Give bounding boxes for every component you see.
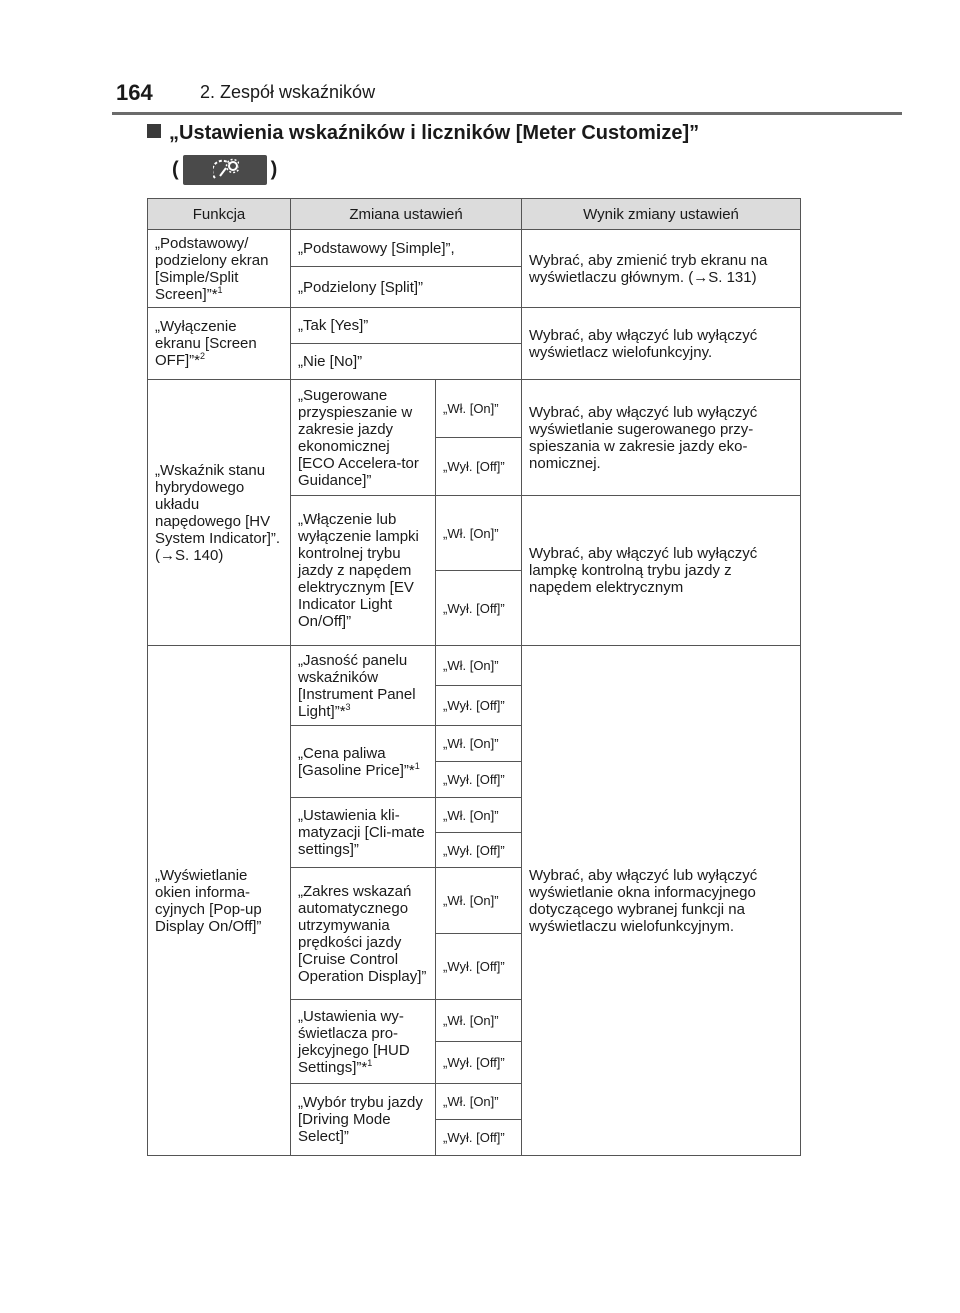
option-on-cell: „Wł. [On]” <box>436 496 522 571</box>
sub-function-cell: „Zakres wskazań automatycznego utrzymywania prędkości jazdy [Cruise Control Operation Display]” <box>291 868 436 1000</box>
sub-function-cell: „Włączenie lub wyłączenie lampki kontrolnej trybu jazdy z napędem elektrycznym [EV Indicator Light On/Off]” <box>291 496 436 646</box>
function-cell: „Wyłączenie ekranu [Screen OFF]”*$^2$ <box>148 308 291 380</box>
option-off-cell: „Wył. [Off]” <box>436 571 522 646</box>
option-off-cell: „Wył. [Off]” <box>436 833 522 868</box>
sub-function-cell: „Cena paliwa [Gasoline Price]”*$^1$ <box>291 726 436 798</box>
option-on-cell: „Wł. [On]” <box>436 1084 522 1120</box>
sub-function-cell: „Ustawienia wy-świetlacza pro-jekcyjnego [HUD Settings]”*$^1$ <box>291 1000 436 1084</box>
table-row <box>148 646 801 686</box>
option-on-cell: „Wł. [On]” <box>436 1000 522 1042</box>
result-cell: Wybrać, aby włączyć lub wyłączyć wyświetlacz wielofunkcyjny. <box>522 308 801 380</box>
table-row <box>148 308 801 344</box>
option-off-cell: „Wył. [Off]” <box>436 1120 522 1156</box>
section-title-text: „Ustawienia wskaźników i liczników [Meter Customize]” <box>169 122 700 144</box>
sub-function-cell: „Sugerowane przyspieszanie w zakresie jazdy ekonomicznej [ECO Accelera-tor Guidance]” <box>291 380 436 496</box>
sub-function-cell: „Wybór trybu jazdy [Driving Mode Select]” <box>291 1084 436 1156</box>
page-number: 164 <box>116 80 153 105</box>
option-on-cell: „Wł. [On]” <box>436 798 522 833</box>
settings-table <box>147 198 801 1156</box>
option-cell: „Podzielony [Split]” <box>291 267 522 308</box>
sub-function-cell: „Jasność panelu wskaźników [Instrument Panel Light]”*$^3$ <box>291 646 436 726</box>
col-header-function: Funkcja <box>148 199 291 230</box>
section-title <box>147 122 699 145</box>
col-header-change: Zmiana ustawień <box>291 199 522 230</box>
option-on-cell: „Wł. [On]” <box>436 380 522 438</box>
option-off-cell: „Wył. [Off]” <box>436 934 522 1000</box>
function-cell: „Wyświetlanie okien informa-cyjnych [Pop-up Display On/Off]” <box>148 646 291 1156</box>
col-header-result: Wynik zmiany ustawień <box>522 199 801 230</box>
square-bullet-icon <box>147 124 161 138</box>
result-cell: Wybrać, aby włączyć lub wyłączyć wyświetlanie okna informacyjnego dotyczącego wybranej funkcji na wyświetlaczu wielofunkcyjnym. <box>522 646 801 1156</box>
option-off-cell: „Wył. [Off]” <box>436 686 522 726</box>
header-divider <box>112 112 902 115</box>
option-cell: „Nie [No]” <box>291 344 522 380</box>
option-on-cell: „Wł. [On]” <box>436 726 522 762</box>
function-cell: „Podstawowy/ podzielony ekran [Simple/Split Screen]”*$^1$ <box>148 230 291 308</box>
result-cell: Wybrać, aby włączyć lub wyłączyć wyświetlanie sugerowanego przy-spieszania w zakresie jazdy eko-nomicznej. <box>522 380 801 496</box>
section-icon-line: ( ) <box>172 155 277 185</box>
option-off-cell: „Wył. [Off]” <box>436 762 522 798</box>
option-cell: „Tak [Yes]” <box>291 308 522 344</box>
result-cell: Wybrać, aby włączyć lub wyłączyć lampkę kontrolną trybu jazdy z napędem elektrycznym <box>522 496 801 646</box>
function-cell: „Wskaźnik stanu hybrydowego układu napędowego [HV System Indicator]”. (→S. 140) <box>148 380 291 646</box>
chapter-title: 2. Zespół wskaźników <box>200 82 376 102</box>
table-row <box>148 230 801 267</box>
result-cell: Wybrać, aby zmienić tryb ekranu na wyświetlaczu głównym. (→S. 131) <box>522 230 801 308</box>
sub-function-cell: „Ustawienia kli-matyzacji [Cli-mate settings]” <box>291 798 436 868</box>
table-header-row <box>148 199 801 230</box>
table-row <box>148 380 801 438</box>
option-off-cell: „Wył. [Off]” <box>436 438 522 496</box>
gauge-gear-icon <box>183 155 267 185</box>
option-off-cell: „Wył. [Off]” <box>436 1042 522 1084</box>
option-cell: „Podstawowy [Simple]”, <box>291 230 522 267</box>
option-on-cell: „Wł. [On]” <box>436 646 522 686</box>
option-on-cell: „Wł. [On]” <box>436 868 522 934</box>
